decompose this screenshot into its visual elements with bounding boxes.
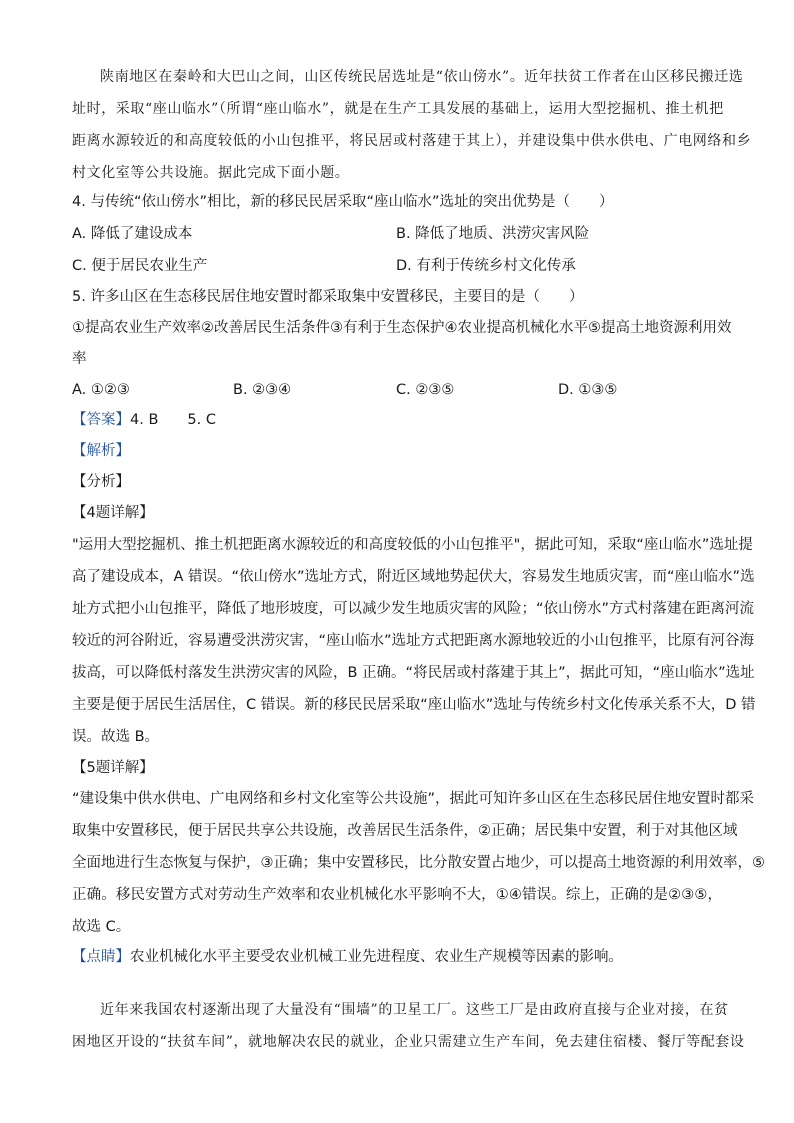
q4-detail-line: 主要是便于居民生活居住，C 错误。新的移民民居采取“座山临水”选址与传统乡村文化传承关系不大，D 错 <box>72 697 756 713</box>
dianjing-text: 农业机械化水平主要受农业机械工业先进程度、农业生产规模等因素的影响。 <box>130 949 623 965</box>
q4-detail-line: "运用大型挖掘机、推土机把距离水源较近的和高度较低的小山包推平"，据此可知，采取“座山临水”选址提 <box>72 537 753 553</box>
q5-detail-tag: 【5题详解】 <box>72 760 154 776</box>
q5-detail-line: 取集中安置移民，便于居民共享公共设施，改善居民生活条件，②正确；居民集中安置，利于对其他区域 <box>72 823 738 839</box>
answer-line <box>72 410 216 430</box>
answer-text: 4. B 5. C <box>130 412 216 428</box>
q5-items: 率 <box>72 351 87 367</box>
passage2-line: 近年来我国农村逐渐出现了大量没有“围墙”的卫星工厂。这些工厂是由政府直接与企业对接，在贫 <box>100 1002 729 1018</box>
dianjing-line <box>72 947 623 967</box>
q4-detail-line: 址方式把小山包推平，降低了地形坡度，可以减少发生地质灾害的风险；“依山傍水”方式村落建在距离河流 <box>72 601 755 617</box>
q4-detail-line: 误。故选 B。 <box>72 729 160 745</box>
question-4-stem: 4. 与传统“依山傍水”相比，新的移民民居采取“座山临水”选址的突出优势是（ ） <box>72 194 614 210</box>
passage1-line: 陕南地区在秦岭和大巴山之间，山区传统民居选址是“依山傍水”。近年扶贫工作者在山区移民搬迁选 <box>100 69 744 85</box>
q4-option-b: B. 降低了地质、洪涝灾害风险 <box>396 226 590 242</box>
answer-tag: 【答案】 <box>72 412 130 428</box>
q5-option-c: C. ②③⑤ <box>396 382 455 398</box>
passage1-line: 址时，采取“座山临水”（所谓“座山临水”，就是在生产工具发展的基础上，运用大型挖掘机、推土机把 <box>72 101 724 117</box>
q5-option-d: D. ①③⑤ <box>558 382 618 398</box>
q4-detail-tag: 【4题详解】 <box>72 505 154 521</box>
q5-option-b: B. ②③④ <box>233 382 292 398</box>
fenxi-tag: 【分析】 <box>72 474 130 490</box>
q4-option-c: C. 便于居民农业生产 <box>72 258 208 274</box>
q4-option-d: D. 有利于传统乡村文化传承 <box>396 258 576 274</box>
question-5-stem: 5. 许多山区在生态移民居住地安置时都采取集中安置移民，主要目的是（ ） <box>72 289 584 305</box>
q4-detail-line: 较近的河谷附近，容易遭受洪涝灾害，“座山临水”选址方式把距离水源地较近的小山包推平，比原有河谷海 <box>72 633 755 649</box>
q5-detail-line: “建设集中供水供电、广电网络和乡村文化室等公共设施”，据此可知许多山区在生态移民居住地安置时都采 <box>72 791 755 807</box>
q4-option-a: A. 降低了建设成本 <box>72 226 193 242</box>
passage1-line: 村文化室等公共设施。据此完成下面小题。 <box>72 165 350 181</box>
q5-detail-line: 正确。移民安置方式对劳动生产效率和农业机械化水平影响不大，①④错误。综上，正确的是②③⑤， <box>72 887 722 903</box>
q4-detail-line: 拔高，可以降低村落发生洪涝灾害的风险，B 正确。“将民居或村落建于其上”，据此可知，“座山临水”选址 <box>72 665 755 681</box>
q5-detail-line: 故选 C。 <box>72 919 131 935</box>
q5-option-a: A. ①②③ <box>72 382 130 398</box>
dianjing-tag: 【点睛】 <box>72 949 130 965</box>
q4-detail-line: 高了建设成本，A 错误。“依山傍水”选址方式，附近区域地势起伏大，容易发生地质灾害，而“座山临水”选 <box>72 569 755 585</box>
q5-detail-line: 全面地进行生态恢复与保护，③正确；集中安置移民，比分散安置占地少，可以提高土地资源的利用效率，⑤ <box>72 855 765 871</box>
analysis-tag: 【解析】 <box>72 443 130 459</box>
q5-items: ①提高农业生产效率②改善居民生活条件③有利于生态保护④农业提高机械化水平⑤提高土地资源利用效 <box>72 320 732 336</box>
passage2-line: 困地区开设的“扶贫车间”，就地解决农民的就业，企业只需建立生产车间，免去建住宿楼、餐厅等配套设 <box>72 1034 745 1050</box>
passage1-line: 距离水源较近的和高度较低的小山包推平，将民居或村落建于其上），并建设集中供水供电、广电网络和乡 <box>72 133 752 149</box>
